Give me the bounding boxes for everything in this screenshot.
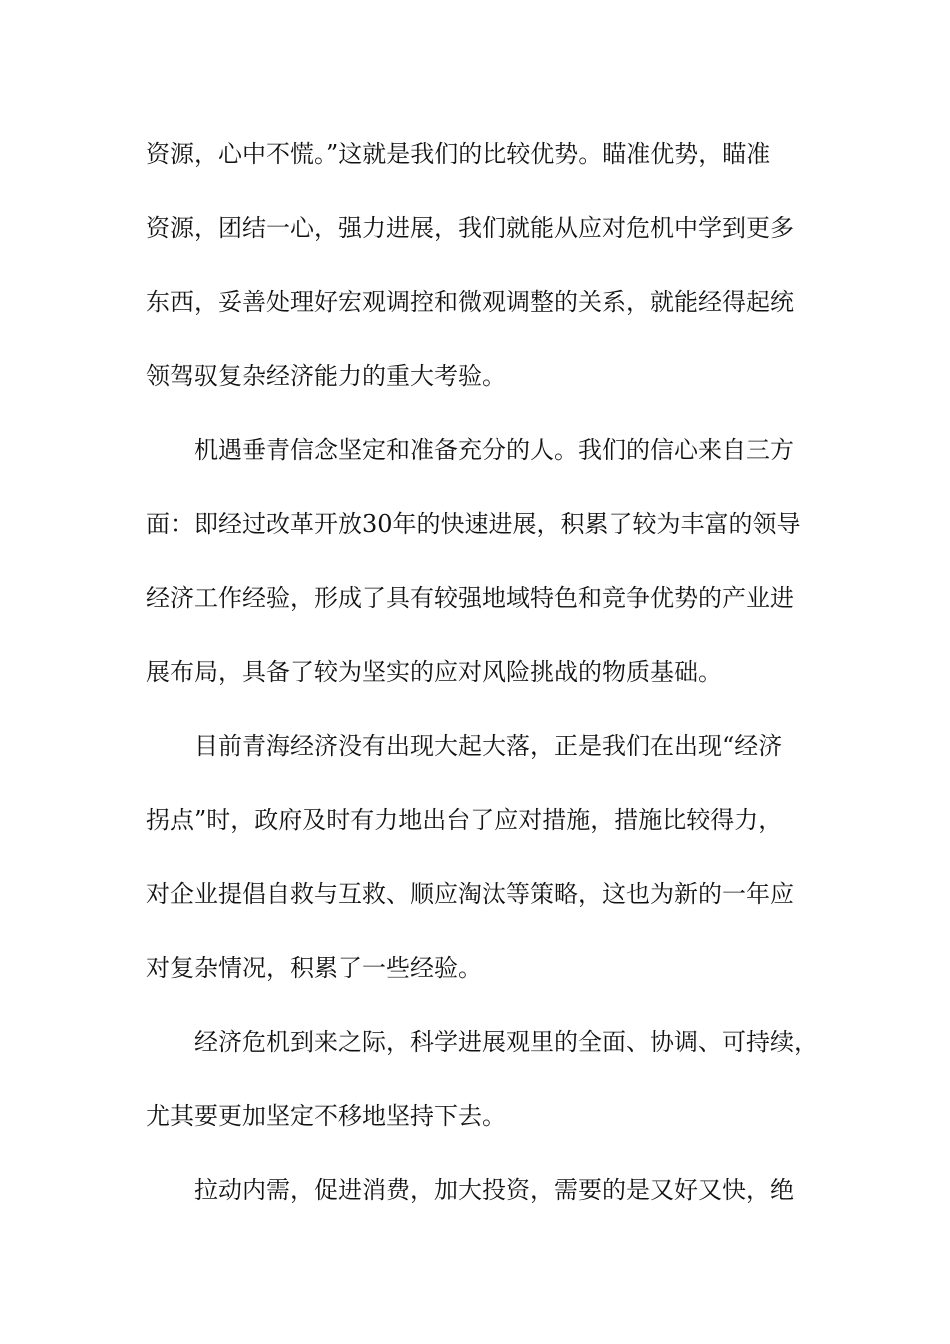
body-text <box>146 128 826 1238</box>
text-line: 尤其要更加坚定不移地坚持下去。 <box>146 1102 506 1130</box>
text-line: 经济工作经验，形成了具有较强地域特色和竞争优势的产业进 <box>146 584 794 612</box>
paragraph-start-line: 目前青海经济没有出现大起大落，正是我们在出现“经济 <box>194 732 783 760</box>
text-line: 资源，团结一心，强力进展，我们就能从应对危机中学到更多 <box>146 214 794 242</box>
text-line: 东西，妥善处理好宏观调控和微观调整的关系，就能经得起统 <box>146 288 794 316</box>
text-line: 对企业提倡自救与互救、顺应淘汰等策略，这也为新的一年应 <box>146 880 794 908</box>
text-line: 拐点”时，政府及时有力地出台了应对措施，措施比较得力， <box>146 806 783 834</box>
text-line: 面：即经过改革开放30年的快速进展，积累了较为丰富的领导 <box>146 510 801 538</box>
text-line: 对复杂情况，积累了一些经验。 <box>146 954 482 982</box>
paragraph-start-line: 机遇垂青信念坚定和准备充分的人。我们的信心来自三方 <box>194 436 794 464</box>
text-line: 展布局，具备了较为坚实的应对风险挑战的物质基础。 <box>146 658 722 686</box>
text-line: 资源，心中不慌。”这就是我们的比较优势。瞄准优势，瞄准 <box>146 140 771 168</box>
paragraph-start-line: 经济危机到来之际，科学进展观里的全面、协调、可持续， <box>194 1028 818 1056</box>
text-line: 领驾驭复杂经济能力的重大考验。 <box>146 362 506 390</box>
paragraph-start-line: 拉动内需，促进消费，加大投资，需要的是又好又快，绝 <box>194 1176 794 1204</box>
